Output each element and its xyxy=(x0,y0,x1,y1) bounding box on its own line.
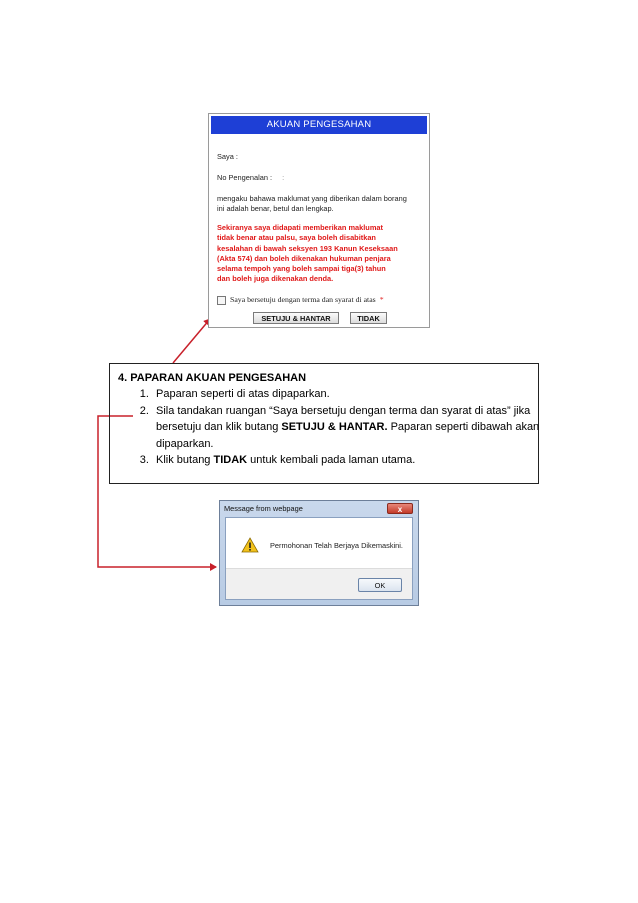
agree-label: Saya bersetuju dengan terma dan syarat di atas xyxy=(230,295,376,304)
id-number-label: No Pengenalan : xyxy=(217,173,273,182)
arrow-to-akuan-dialog xyxy=(173,319,210,363)
section-title: 4. PAPARAN AKUAN PENGESAHAN xyxy=(118,372,307,384)
warning-icon xyxy=(241,537,259,553)
declaration-line: mengaku bahawa maklumat yang diberikan dalam borang xyxy=(217,194,407,203)
message-text: Permohonan Telah Berjaya Dikemaskini. xyxy=(270,541,403,550)
warning-line: (Akta 574) dan boleh dikenakan hukuman penjara xyxy=(217,253,391,263)
warning-line: Sekiranya saya didapati memberikan maklumat xyxy=(217,223,383,232)
warning-line: dan boleh juga dikenakan denda. xyxy=(217,274,334,284)
step-3-button-name: TIDAK xyxy=(213,454,248,466)
required-mark: * xyxy=(379,295,384,304)
akuan-pengesahan-dialog xyxy=(208,113,430,328)
step-1 xyxy=(152,386,562,403)
message-dialog-title: Message from webpage xyxy=(224,504,303,513)
step-2-text-end: Paparan seperti dibawah akan dipaparkan. xyxy=(156,421,540,450)
ok-button[interactable]: OK xyxy=(358,578,402,592)
step-3-text: Klik butang xyxy=(156,454,214,466)
agree-checkbox[interactable] xyxy=(217,296,226,305)
warning-line: selama tempoh yang boleh sampai tiga(3) tahun xyxy=(217,264,386,274)
declaration-line: ini adalah benar, betul dan lengkap. xyxy=(217,204,334,214)
step-3-text-end: untuk kembali pada laman utama. xyxy=(247,454,416,466)
tidak-button[interactable]: TIDAK xyxy=(350,312,387,324)
step-2-button-name: SETUJU & HANTAR. xyxy=(281,421,388,433)
message-dialog xyxy=(219,500,419,606)
close-button[interactable]: x xyxy=(387,503,413,514)
step-3 xyxy=(152,452,562,469)
step-2-text: Sila tandakan ruangan “Saya bersetuju dengan terma dan syarat di atas” jika bersetuju dan klik butang xyxy=(156,404,531,433)
instruction-steps xyxy=(116,386,562,469)
message-dialog-footer xyxy=(226,568,412,599)
step-1-text: Paparan seperti di atas dipaparkan. xyxy=(156,388,330,400)
id-number-value: : xyxy=(282,173,285,182)
step-2 xyxy=(152,403,562,453)
declaration-text xyxy=(217,194,407,215)
message-dialog-body xyxy=(225,517,413,600)
dialog-title-bar: AKUAN PENGESAHAN xyxy=(211,116,427,134)
instruction-box xyxy=(109,363,539,484)
legal-warning-text xyxy=(217,223,398,285)
id-number-row xyxy=(217,173,284,183)
setuju-hantar-button[interactable]: SETUJU & HANTAR xyxy=(253,312,339,324)
warning-line: kesalahan di bawah seksyen 193 Kanun Keseksaan xyxy=(217,243,398,253)
warning-line: tidak benar atau palsu, saya boleh disabitkan xyxy=(217,233,376,243)
saya-label: Saya : xyxy=(217,152,238,161)
agree-row xyxy=(217,295,384,305)
